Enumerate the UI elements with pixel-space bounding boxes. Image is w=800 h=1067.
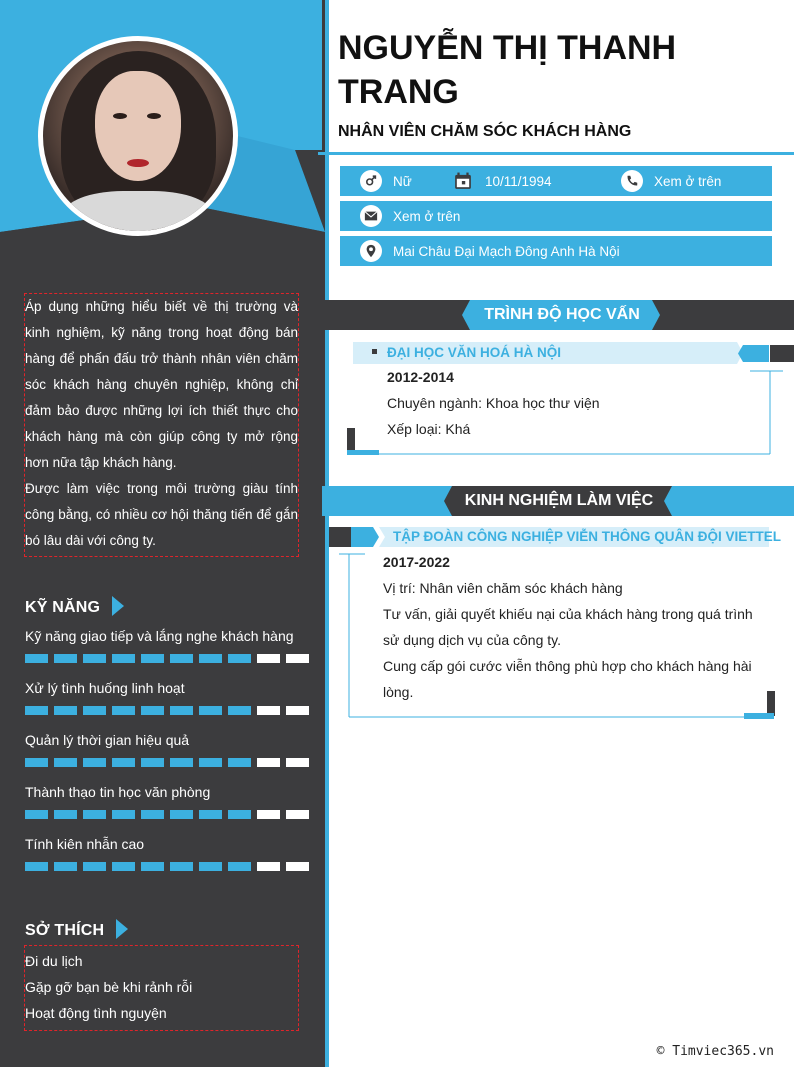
skill-item xyxy=(25,730,310,782)
address-info xyxy=(340,240,620,262)
skill-segment-filled xyxy=(83,810,106,819)
skill-name: Kỹ năng giao tiếp và lắng nghe khách hàng xyxy=(25,628,294,644)
skill-segment-empty xyxy=(257,706,280,715)
skill-name: Xử lý tình huống linh hoạt xyxy=(25,680,185,696)
skill-segment-filled xyxy=(83,758,106,767)
skill-segment-filled xyxy=(170,654,193,663)
hobbies-heading: SỞ THÍCH xyxy=(25,921,128,941)
triangle-marker-icon xyxy=(116,919,128,939)
address-value: Mai Châu Đại Mạch Đông Anh Hà Nội xyxy=(393,243,620,259)
skill-segment-filled xyxy=(112,654,135,663)
skill-segment-filled xyxy=(199,810,222,819)
skill-segment-filled xyxy=(199,758,222,767)
skill-segment-filled xyxy=(54,758,77,767)
skill-segment-filled xyxy=(141,706,164,715)
skill-segment-filled xyxy=(54,706,77,715)
skill-segment-empty xyxy=(257,758,280,767)
skill-segment-filled xyxy=(170,810,193,819)
skill-segment-filled xyxy=(83,862,106,871)
skill-level-bar xyxy=(25,862,310,871)
skill-segment-filled xyxy=(112,758,135,767)
skill-segment-filled xyxy=(199,654,222,663)
skill-name: Thành thạo tin học văn phòng xyxy=(25,784,211,800)
skill-segment-filled xyxy=(25,654,48,663)
skill-segment-filled xyxy=(141,862,164,871)
education-details xyxy=(387,364,600,442)
skill-segment-filled xyxy=(25,706,48,715)
skill-item xyxy=(25,834,310,886)
skill-segment-filled xyxy=(83,706,106,715)
skill-name: Quản lý thời gian hiệu quả xyxy=(25,732,190,748)
skill-segment-empty xyxy=(286,862,309,871)
phone-icon xyxy=(621,170,643,192)
gender-icon xyxy=(360,170,382,192)
email-info xyxy=(340,205,460,227)
skill-segment-empty xyxy=(257,862,280,871)
skill-segment-filled xyxy=(199,862,222,871)
skill-segment-filled xyxy=(112,862,135,871)
calendar-icon xyxy=(452,170,474,192)
skill-segment-filled xyxy=(25,758,48,767)
career-objective xyxy=(24,293,299,557)
gender-value: Nữ xyxy=(393,173,412,189)
skill-segment-filled xyxy=(54,862,77,871)
skill-segment-filled xyxy=(170,862,193,871)
experience-position: Vị trí: Nhân viên chăm sóc khách hàng xyxy=(383,580,623,596)
skill-level-bar xyxy=(25,654,310,663)
skill-segment-filled xyxy=(25,862,48,871)
footer-credit: © Timviec365.vn xyxy=(656,1044,774,1059)
education-period: 2012-2014 xyxy=(387,369,454,385)
skill-segment-filled xyxy=(228,758,251,767)
skill-item xyxy=(25,678,310,730)
triangle-marker-icon xyxy=(112,596,124,616)
contact-row-email xyxy=(340,201,772,231)
skill-segment-empty xyxy=(286,758,309,767)
header-divider xyxy=(318,152,794,155)
education-school: ĐẠI HỌC VĂN HOÁ HÀ NỘI xyxy=(387,345,562,360)
skill-segment-filled xyxy=(141,810,164,819)
skills-list xyxy=(25,626,310,886)
experience-details xyxy=(383,549,768,705)
objective-paragraph: Được làm việc trong môi trường giàu tính công bằng, có nhiều cơ hội thăng tiến để gắn bó lâu dài với công ty. xyxy=(25,481,298,548)
objective-paragraph: Áp dụng những hiểu biết về thị trường và kinh nghiệm, kỹ năng trong hoạt động bán hàng để phấn đấu trở thành nhân viên chăm sóc khách hàng chuyên nghiệp, không chỉ đảm bảo được những lợi ích thiết thực cho khách hàng mà còn giúp công ty mở rộng hơn nữa tập khách hàng. xyxy=(25,299,298,470)
phone-value: Xem ở trên xyxy=(654,173,722,189)
contact-row-personal xyxy=(340,166,772,196)
education-heading: TRÌNH ĐỘ HỌC VẤN xyxy=(484,306,640,323)
education-section-header xyxy=(322,300,794,330)
birthdate-info xyxy=(452,170,597,192)
education-major: Chuyên ngành: Khoa học thư viện xyxy=(387,395,600,411)
experience-duty: Tư vấn, giải quyết khiếu nại của khách hàng trong quá trình sử dụng dịch vụ của công ty. xyxy=(383,606,753,648)
skill-level-bar xyxy=(25,706,310,715)
location-icon xyxy=(360,240,382,262)
experience-duty: Cung cấp gói cước viễn thông phù hợp cho khách hàng hài lòng. xyxy=(383,658,752,700)
skill-segment-empty xyxy=(257,654,280,663)
skill-segment-filled xyxy=(141,758,164,767)
skills-heading: KỸ NĂNG xyxy=(25,598,124,618)
skill-item xyxy=(25,782,310,834)
skill-segment-filled xyxy=(54,654,77,663)
experience-period: 2017-2022 xyxy=(383,554,450,570)
skill-level-bar xyxy=(25,810,310,819)
skill-segment-filled xyxy=(112,706,135,715)
skill-segment-filled xyxy=(170,758,193,767)
experience-section-header xyxy=(322,486,794,516)
hobby-item: Hoạt động tình nguyện xyxy=(25,1005,167,1021)
birthdate-value: 10/11/1994 xyxy=(485,173,552,189)
profile-photo xyxy=(38,36,238,236)
skill-segment-filled xyxy=(25,810,48,819)
skill-segment-filled xyxy=(228,706,251,715)
email-value: Xem ở trên xyxy=(393,208,461,224)
skill-segment-empty xyxy=(286,810,309,819)
skill-segment-empty xyxy=(286,654,309,663)
candidate-job-title: NHÂN VIÊN CHĂM SÓC KHÁCH HÀNG xyxy=(338,123,632,140)
hobby-item: Gặp gỡ bạn bè khi rảnh rỗi xyxy=(25,979,193,995)
candidate-name: NGUYỄN THỊ THANH TRANG xyxy=(338,29,677,111)
hobby-item: Đi du lịch xyxy=(25,953,83,969)
skill-segment-filled xyxy=(228,810,251,819)
skill-segment-filled xyxy=(170,706,193,715)
skill-level-bar xyxy=(25,758,310,767)
skill-segment-filled xyxy=(54,810,77,819)
contact-row-address xyxy=(340,236,772,266)
skill-segment-filled xyxy=(228,654,251,663)
skill-item xyxy=(25,626,310,678)
skill-segment-filled xyxy=(141,654,164,663)
skill-segment-filled xyxy=(83,654,106,663)
education-grade: Xếp loại: Khá xyxy=(387,421,471,437)
skill-segment-filled xyxy=(228,862,251,871)
phone-info xyxy=(597,170,721,192)
experience-company: TẬP ĐOÀN CÔNG NGHIỆP VIỄN THÔNG QUÂN ĐỘI VIETTEL xyxy=(393,529,782,544)
skill-segment-empty xyxy=(286,706,309,715)
skill-segment-filled xyxy=(112,810,135,819)
email-icon xyxy=(360,205,382,227)
skill-segment-filled xyxy=(199,706,222,715)
skill-segment-empty xyxy=(257,810,280,819)
skill-name: Tính kiên nhẫn cao xyxy=(25,836,145,852)
hobbies-list xyxy=(24,945,299,1031)
experience-heading: KINH NGHIỆM LÀM VIỆC xyxy=(464,492,654,509)
